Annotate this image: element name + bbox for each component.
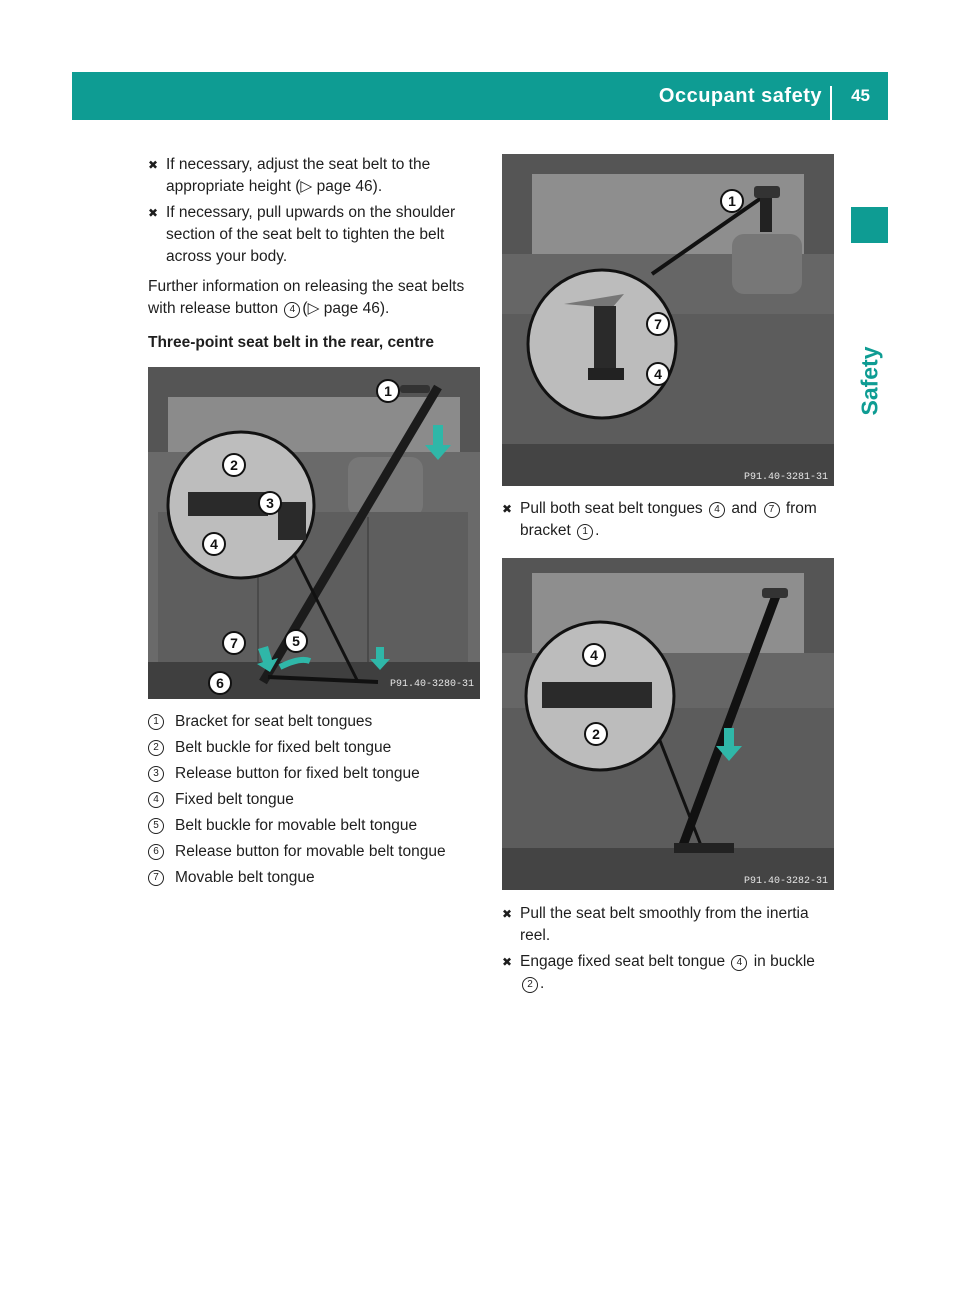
legend-item: 6 Release button for movable belt tongue [148, 841, 484, 867]
callout-5: 5 [292, 633, 300, 649]
rear-centre-seatbelt-figure [148, 367, 480, 699]
legend-item: 2 Belt buckle for fixed belt tongue [148, 737, 484, 763]
legend-item: 4 Fixed belt tongue [148, 789, 484, 815]
legend-list [148, 711, 484, 893]
callout-number: 4 [731, 955, 747, 971]
callout-7: 7 [654, 316, 662, 332]
instruction-step: ✖ Pull the seat belt smoothly from the inertia reel. [502, 905, 809, 944]
callout-3: 3 [266, 495, 274, 511]
callout-4: 4 [654, 366, 662, 382]
legend-item: 3 Release button for fixed belt tongue [148, 763, 484, 789]
bracket-illustration [502, 154, 834, 486]
callout-number: 4 [284, 302, 300, 318]
legend-item: 5 Belt buckle for movable belt tongue [148, 815, 484, 841]
step-arrow-icon: ✖ [502, 502, 513, 516]
callout-number: 4 [709, 502, 725, 518]
callout-6: 6 [216, 675, 224, 691]
callout-number: 2 [522, 977, 538, 993]
instruction-step: ✖ Engage fixed seat belt tongue 4 in buckle 2 . [502, 953, 815, 992]
instruction-step: ✖ If necessary, pull upwards on the shoulder section of the seat belt to tighten the belt across your body. [148, 204, 456, 265]
page-header [72, 72, 888, 120]
right-column-bottom [502, 903, 838, 999]
callout-number: 1 [577, 524, 593, 540]
inertia-reel-figure [502, 558, 834, 890]
callout-2: 2 [592, 726, 600, 742]
instruction-step: ✖ If necessary, adjust the seat belt to the appropriate height (▷ page 46). [148, 156, 431, 195]
step-arrow-icon: ✖ [148, 206, 159, 220]
header-divider [830, 86, 832, 120]
step-arrow-icon: ✖ [502, 907, 513, 921]
side-tab-label: Safety [856, 346, 882, 416]
step-arrow-icon: ✖ [502, 955, 513, 969]
right-column-top [502, 498, 838, 546]
section-subheading: Three-point seat belt in the rear, centre [148, 334, 434, 351]
legend-item: 7 Movable belt tongue [148, 867, 484, 893]
section-title: Occupant safety [658, 85, 822, 107]
seatbelt-illustration [148, 367, 480, 699]
left-column [148, 154, 484, 893]
callout-4: 4 [210, 536, 218, 552]
legend-item: 1 Bracket for seat belt tongues [148, 711, 484, 737]
side-tab-marker [851, 207, 888, 243]
figure-code: P91.40-3281-31 [743, 472, 828, 483]
step-arrow-icon: ✖ [148, 158, 159, 172]
callout-1: 1 [384, 383, 392, 399]
instruction-step: ✖ Pull both seat belt tongues 4 and 7 from bracket 1 . [502, 500, 817, 539]
callout-4: 4 [590, 647, 598, 663]
callout-2: 2 [230, 457, 238, 473]
page-number: 45 [851, 86, 870, 105]
inertia-reel-illustration [502, 558, 834, 890]
info-paragraph: Further information on releasing the seat belts with release button 4 (▷ page 46). [148, 278, 465, 317]
figure-code: P91.40-3280-31 [389, 679, 474, 690]
bracket-figure [502, 154, 834, 486]
callout-number: 7 [764, 502, 780, 518]
figure-code: P91.40-3282-31 [743, 876, 828, 887]
callout-7: 7 [230, 635, 238, 651]
callout-1: 1 [728, 193, 736, 209]
